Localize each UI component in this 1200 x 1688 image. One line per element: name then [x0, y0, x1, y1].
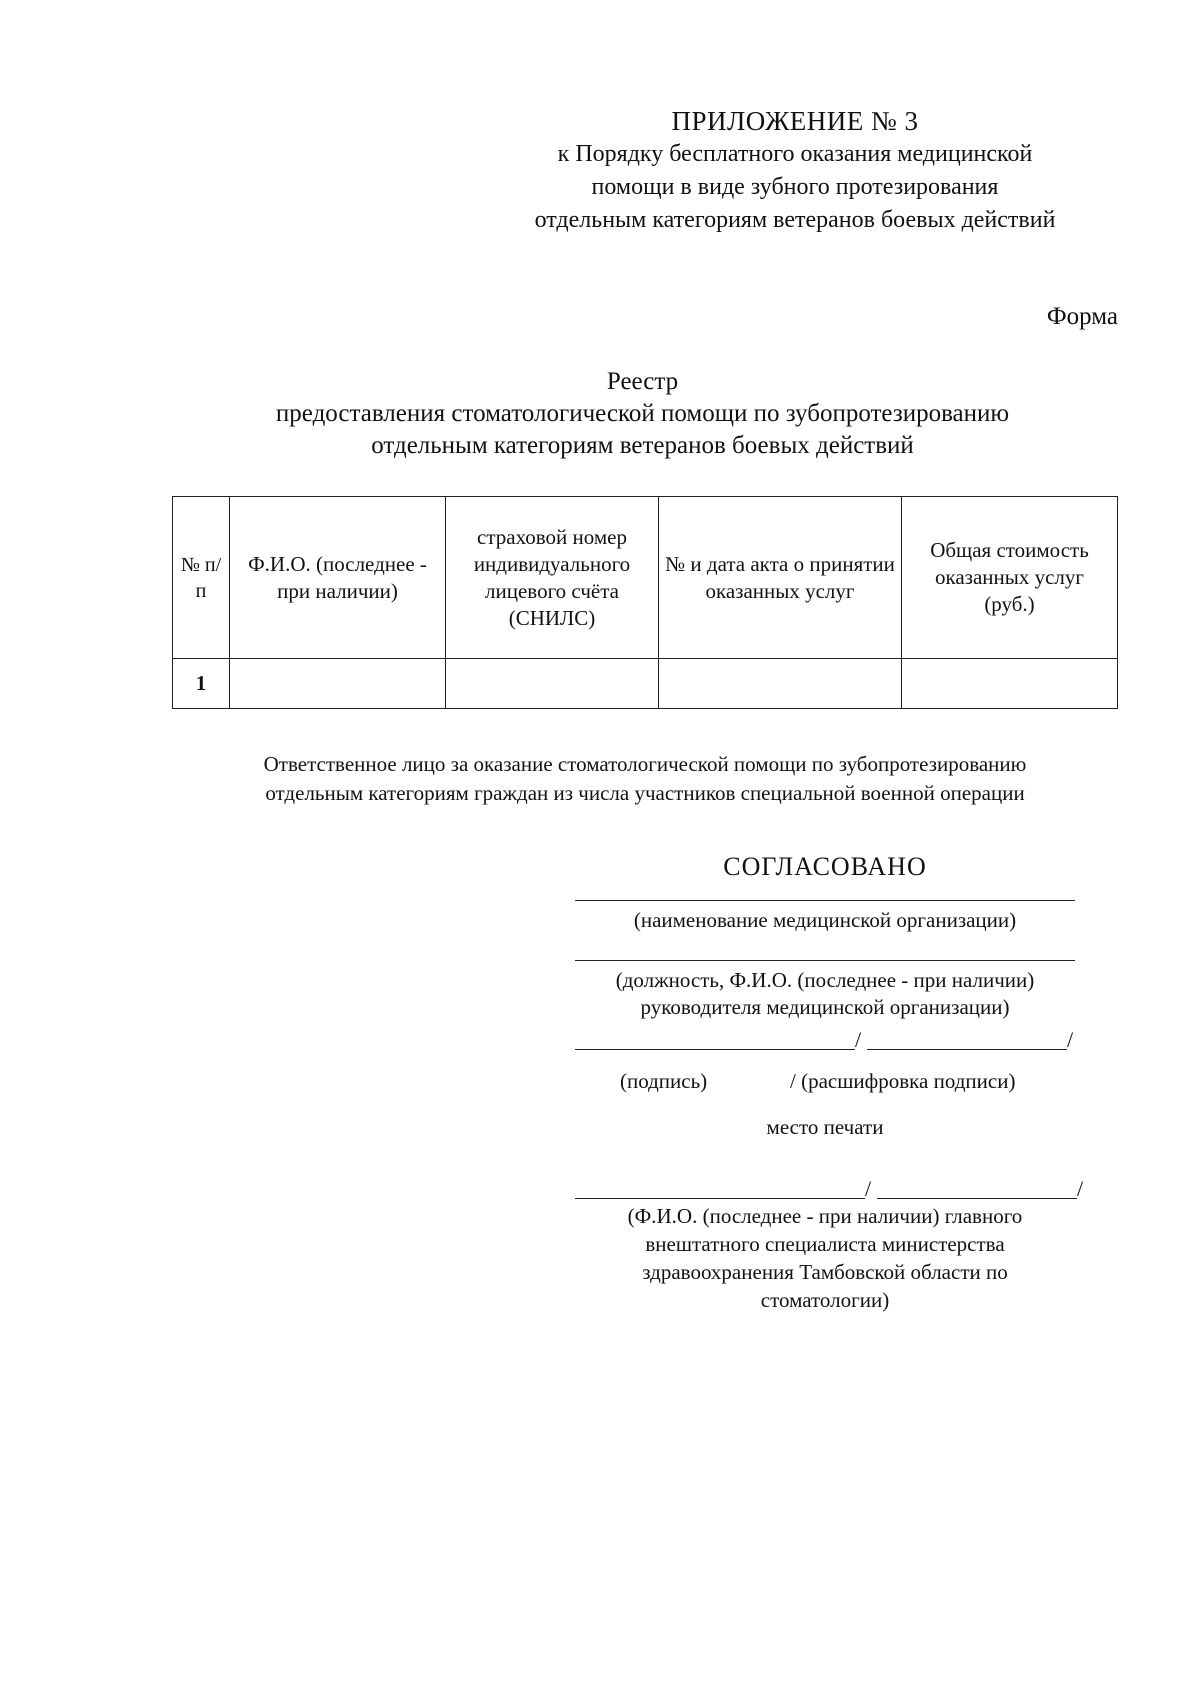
specialist-caption-line: здравоохранения Тамбовской области по: [642, 1260, 1008, 1284]
registry-table: [172, 496, 1118, 709]
head-signature-row: [575, 1021, 1075, 1051]
org-name-line: [575, 900, 1075, 901]
column-header-number: № п/п: [173, 497, 230, 659]
column-header-cost: Общая стоимость оказанных услуг (руб.): [902, 497, 1118, 659]
appendix-line: помощи в виде зубного протезирования: [591, 174, 999, 200]
signature-slash-end: /: [1067, 1027, 1074, 1052]
specialist-signature-row: [575, 1170, 1084, 1201]
table-cell-number: 1: [173, 659, 230, 709]
column-header-snils: страховой номер индивидуального лицевого счёта (СНИЛС): [446, 497, 659, 659]
specialist-caption-line: стоматологии): [760, 1288, 890, 1312]
appendix-line: отдельным категориям ветеранов боевых действий: [534, 207, 1056, 233]
decipher-label: / (расшифровка подписи): [790, 1069, 1016, 1093]
table-header-row: [173, 497, 1118, 659]
stamp-place: место печати: [766, 1115, 884, 1139]
responsible-line: отдельным категориям граждан из числа участников специальной военной операции: [265, 781, 1025, 805]
specialist-caption-line: внештатного специалиста министерства: [645, 1232, 1005, 1256]
signature-labels: [575, 1069, 1075, 1099]
head-caption-line: руководителя медицинской организации): [640, 995, 1010, 1019]
head-caption-line: (должность, Ф.И.О. (последнее - при наличии): [615, 968, 1035, 992]
specialist-caption-line: (Ф.И.О. (последнее - при наличии) главного: [627, 1204, 1023, 1228]
org-name-caption: (наименование медицинской организации): [633, 908, 1017, 932]
signature-line: [575, 1198, 865, 1199]
registry-title: Реестр: [606, 368, 679, 395]
approval-block: [575, 852, 1084, 1314]
column-header-name: Ф.И.О. (последнее - при наличии): [230, 497, 446, 659]
form-label: Форма: [1046, 303, 1118, 330]
registry-subtitle-line: предоставления стоматологической помощи по зубопротезированию: [275, 400, 1010, 427]
responsible-person-text: [150, 750, 1140, 808]
appendix-title: ПРИЛОЖЕНИЕ № 3: [671, 106, 919, 136]
signature-slash-end: /: [1077, 1176, 1084, 1201]
table-cell-snils: [446, 659, 659, 709]
appendix-line: к Порядку бесплатного оказания медицинской: [557, 141, 1033, 167]
decipher-line: [867, 1049, 1067, 1050]
registry-title-block: [170, 366, 1115, 462]
decipher-line: [877, 1198, 1077, 1199]
specialist-caption: [575, 1202, 1075, 1314]
approval-heading: СОГЛАСОВАНО: [723, 852, 927, 881]
column-header-act: № и дата акта о принятии оказанных услуг: [659, 497, 902, 659]
table-cell-act: [659, 659, 902, 709]
signature-line: [575, 1049, 855, 1050]
registry-subtitle-line: отдельным категориям ветеранов боевых действий: [371, 432, 914, 459]
signature-slash: /: [855, 1027, 862, 1052]
table-cell-cost: [902, 659, 1118, 709]
responsible-line: Ответственное лицо за оказание стоматологической помощи по зубопротезированию: [263, 752, 1027, 776]
appendix-header: [470, 104, 1120, 237]
signature-label: (подпись): [620, 1069, 708, 1093]
head-name-line: [575, 960, 1075, 961]
table-cell-name: [230, 659, 446, 709]
table-row: [173, 659, 1118, 709]
signature-slash: /: [865, 1176, 872, 1201]
